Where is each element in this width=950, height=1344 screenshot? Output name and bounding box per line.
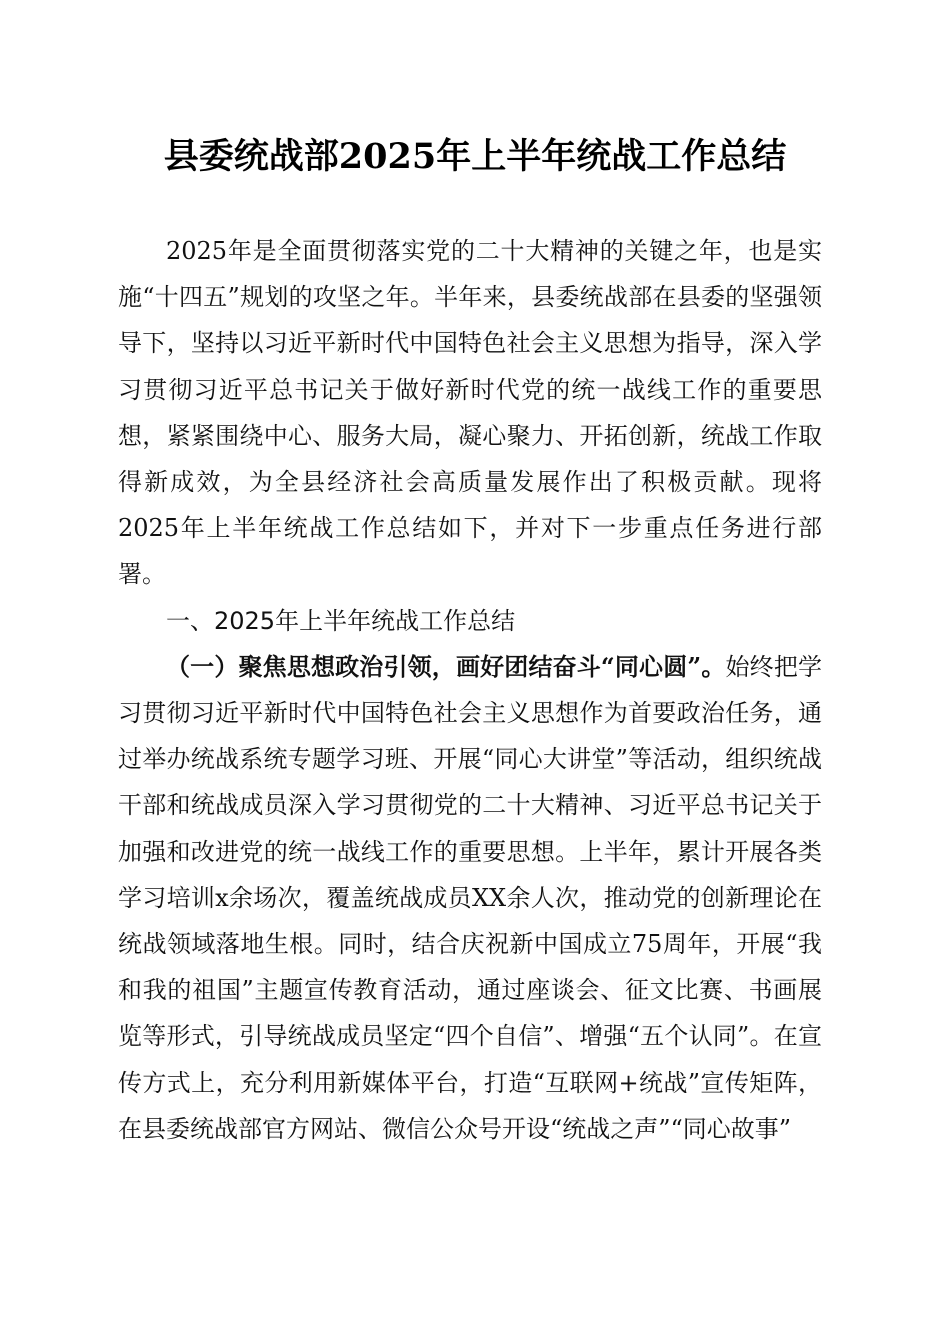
- section-heading: 一、2025年上半年统战工作总结: [166, 606, 516, 635]
- subsection-lead: （一）聚焦思想政治引领，画好团结奋斗“同心圆”。: [166, 651, 726, 681]
- subsection-body: 始终把学习贯彻习近平新时代中国特色社会主义思想作为首要政治任务，通过举办统战系统专题学习班、开展“同心大讲堂”等活动，组织统战干部和统战成员深入学习贯彻党的二十大精神、习近平总书记关于加强和改进党的统一战线工作的重要思想。上半年，累计开展各类学习培训x余场次，覆盖统战成员XX余人次，推动党的创新理论在统战领域落地生根。同时，结合庆祝新中国成立75周年，开展“我和我的祖国”主题宣传教育活动，通过座谈会、征文比赛、书画展览等形式，引导统战成员坚定“四个自信”、增强“五个认同”。在宣传方式上，充分利用新媒体平台，打造“互联网+统战”宣传矩阵，在县委统战部官方网站、微信公众号开设“统战之声”“同心故事”: [118, 652, 823, 1143]
- subsection-paragraph: [118, 644, 822, 1152]
- document-body: [118, 228, 822, 1152]
- intro-paragraph: 2025年是全面贯彻落实党的二十大精神的关键之年，也是实施“十四五”规划的攻坚之年。半年来，县委统战部在县委的坚强领导下，坚持以习近平新时代中国特色社会主义思想为指导，深入学习贯彻习近平总书记关于做好新时代党的统一战线工作的重要思想，紧紧围绕中心、服务大局，凝心聚力、开拓创新，统战工作取得新成效，为全县经济社会高质量发展作出了积极贡献。现将2025年上半年统战工作总结如下，并对下一步重点任务进行部署。: [118, 237, 822, 589]
- document-title: 县委统战部2025年上半年统战工作总结: [163, 136, 787, 177]
